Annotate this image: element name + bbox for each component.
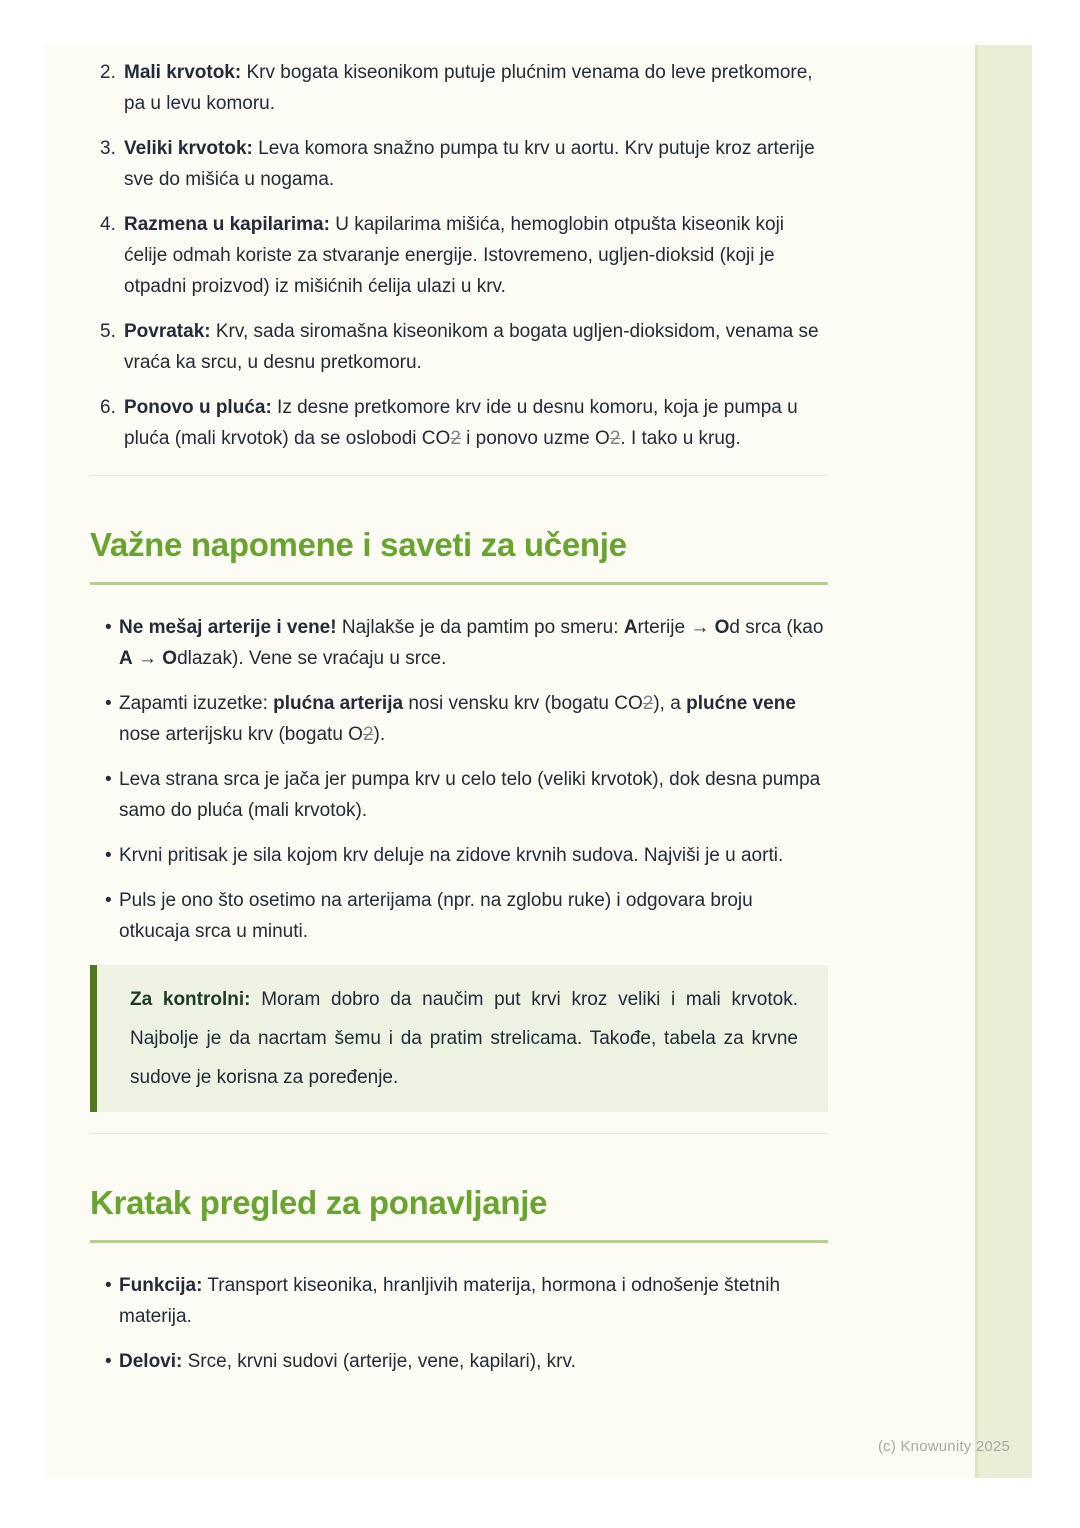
bullet-icon: • — [105, 890, 112, 911]
bullet-list-item — [90, 612, 828, 674]
text-run: d srca (kao — [729, 617, 824, 638]
struck-subscript-text: 2 — [642, 693, 654, 714]
bold-text-run: Za kontrolni: — [130, 989, 251, 1010]
text-run: nosi vensku krv (bogatu CO — [403, 693, 643, 714]
circulation-steps-list — [90, 57, 828, 454]
bullet-list-item — [90, 688, 828, 750]
bold-text-run: Funkcija: — [119, 1275, 203, 1296]
bullet-icon: • — [105, 617, 112, 638]
text-run: Srce, krvni sudovi (arterije, vene, kapilari), krv. — [182, 1351, 576, 1372]
document-content — [90, 45, 828, 1391]
item-number: 3. — [100, 138, 116, 159]
bold-text-run: plućne vene — [686, 693, 796, 714]
right-margin-stripe — [975, 45, 1032, 1478]
item-number: 6. — [100, 397, 116, 418]
bold-text-run: Povratak: — [124, 321, 211, 342]
item-text — [119, 840, 828, 871]
text-run: Leva komora snažno pumpa tu krv u aortu. Krv putuje kroz arterije sve do mišića u nogama. — [124, 138, 815, 190]
numbered-list-item — [90, 316, 828, 378]
struck-subscript-text: 2 — [609, 428, 621, 449]
section-divider — [90, 475, 828, 476]
text-run: nose arterijsku krv (bogatu O — [119, 724, 363, 745]
study-callout — [90, 965, 828, 1112]
bullet-list-item — [90, 1270, 828, 1332]
struck-subscript-text: 2 — [362, 724, 374, 745]
bold-text-run: plućna arterija — [273, 693, 404, 714]
bullet-list-item — [90, 1346, 828, 1377]
text-run: Puls je ono što osetimo na arterijama (npr. na zglobu ruke) i odgovara broju otkucaja srca u minuti. — [119, 890, 753, 942]
bullet-icon: • — [105, 693, 112, 714]
bullet-icon: • — [105, 769, 112, 790]
item-text — [119, 688, 828, 750]
text-run: ), a — [653, 693, 687, 714]
copyright-watermark: (c) Knowunity 2025 — [877, 1438, 1010, 1455]
review-section-heading: Kratak pregled za ponavljanje — [90, 1183, 828, 1243]
document-page — [45, 45, 1032, 1478]
text-run: ). — [373, 724, 386, 745]
numbered-list-item — [90, 392, 828, 454]
bold-text-run: O — [162, 648, 178, 669]
callout-text — [130, 980, 798, 1097]
item-number: 4. — [100, 214, 116, 235]
text-run: Iz desne pretkomore krv ide u desnu komoru, koja je pumpa u pluća (mali krvotok) da se oslobodi CO — [124, 397, 798, 449]
text-run: dlazak). Vene se vraćaju u srce. — [177, 648, 447, 669]
item-text — [119, 764, 828, 826]
text-run: Krv, sada siromašna kiseonikom a bogata ugljen-dioksidom, venama se vraća ka srcu, u desnu pretkomoru. — [124, 321, 819, 373]
text-run: Zapamti izuzetke: — [119, 693, 274, 714]
item-number: 2. — [100, 62, 116, 83]
bold-text-run: O — [714, 617, 730, 638]
numbered-list-item — [90, 209, 828, 302]
bullet-list-item — [90, 764, 828, 826]
bold-text-run: Mali krvotok: — [124, 62, 242, 83]
item-text — [124, 133, 828, 195]
bold-text-run: Razmena u kapilarima: — [124, 214, 330, 235]
item-text — [124, 57, 828, 119]
text-run: Leva strana srca je jača jer pumpa krv u celo telo (veliki krvotok), dok desna pumpa samo do pluća (mali krvotok). — [119, 769, 821, 821]
item-text — [124, 392, 828, 454]
text-run: Moram dobro da naučim put krvi kroz veliki i mali krvotok. Najbolje je da nacrtam šemu i da pratim strelicama. Takođe, tabela za krvne sudove je korisna za poređenje. — [130, 989, 798, 1088]
bold-text-run: A — [623, 617, 638, 638]
struck-subscript-text: 2 — [450, 428, 461, 449]
bullet-icon: • — [105, 1351, 112, 1372]
item-text — [119, 885, 828, 947]
numbered-list-item — [90, 133, 828, 195]
item-text — [119, 1270, 828, 1332]
numbered-list-item — [90, 57, 828, 119]
item-text — [124, 209, 828, 302]
item-text — [119, 612, 828, 674]
item-text — [119, 1346, 828, 1377]
bullet-list-item — [90, 885, 828, 947]
text-run: i ponovo uzme O — [460, 428, 610, 449]
bullet-icon: • — [105, 1275, 112, 1296]
review-bullet-list — [90, 1270, 828, 1377]
item-number: 5. — [100, 321, 116, 342]
text-run: U kapilarima mišića, hemoglobin otpušta kiseonik koji ćelije odmah koriste za stvaranje energije. Istovremeno, ugljen-dioksid (koji je otpadni proizvod) iz mišićnih ćelija ulazi u krv. — [124, 214, 785, 297]
bold-text-run: Ne mešaj arterije i vene! — [119, 617, 337, 638]
bullet-list-item — [90, 840, 828, 871]
bold-text-run: Veliki krvotok: — [124, 138, 253, 159]
text-run: rterije → — [637, 617, 715, 638]
section-divider — [90, 1133, 828, 1134]
text-run: Krv bogata kiseonikom putuje plućnim venama do leve pretkomore, pa u levu komoru. — [124, 62, 813, 114]
bold-text-run: A — [119, 648, 133, 669]
text-run: Krvni pritisak je sila kojom krv deluje na zidove krvnih sudova. Najviši je u aorti. — [119, 845, 784, 866]
text-run: . I tako u krug. — [620, 428, 741, 449]
text-run: Najlakše je da pamtim po smeru: — [336, 617, 624, 638]
notes-bullet-list — [90, 612, 828, 947]
bullet-icon: • — [105, 845, 112, 866]
text-run: Transport kiseonika, hranljivih materija, hormona i odnošenje štetnih materija. — [119, 1275, 781, 1327]
notes-section-heading: Važne napomene i saveti za učenje — [90, 525, 828, 585]
bold-text-run: Ponovo u pluća: — [124, 397, 272, 418]
item-text — [124, 316, 828, 378]
bold-text-run: Delovi: — [119, 1351, 183, 1372]
text-run: → — [132, 648, 163, 669]
